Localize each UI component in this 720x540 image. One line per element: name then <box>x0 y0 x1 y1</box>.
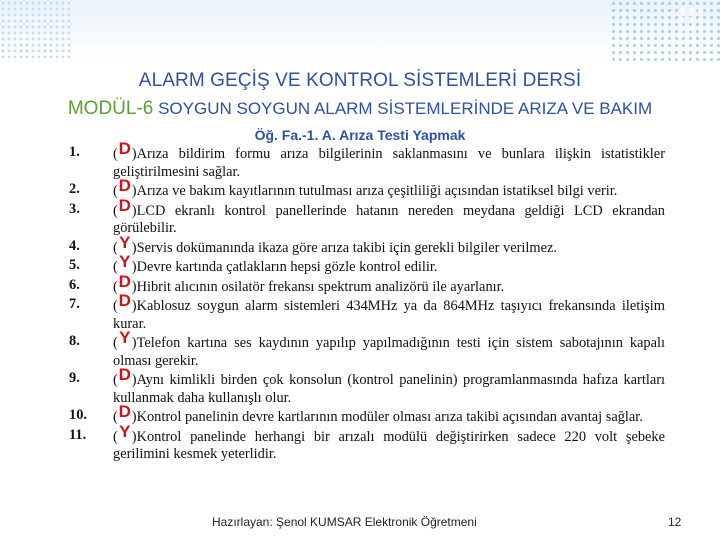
answer-mark: Y <box>119 421 131 441</box>
question-number: 10. <box>69 407 87 423</box>
question-body: (D)Arıza ve bakım kayıtlarının tutulması arıza çeşitliliği açısından istatiksel bilgi verir. <box>113 176 618 199</box>
question-text: LCD ekranlı kontrol panellerinde hatanın nereden meydana geldiği LCD ekrandan görülebilir. <box>113 202 665 236</box>
question-number: 2. <box>69 181 80 197</box>
module-name: SOYGUN SOYGUN ALARM SİSTEMLERİNDE ARIZA VE BAKIM <box>158 99 653 118</box>
question-number: 8. <box>69 333 80 349</box>
question-text: Kablosuz soygun alarm sistemleri 434MHz ya da 864MHz taşıyıcı frekansında iletişim kurar. <box>113 298 665 332</box>
module-prefix: MODÜL-6 <box>67 98 154 119</box>
answer-mark: D <box>118 139 131 158</box>
question-text: Servis dokümanında ikaza göre arıza takibi için gerekli bilgiler verilmez. <box>136 239 557 256</box>
author-footer: Hazırlayan: Şenol KUMSAR Elektronik Öğretmeni <box>212 515 477 529</box>
question-item <box>63 139 673 181</box>
question-number: 4. <box>69 237 80 254</box>
question-number: 3. <box>69 200 80 217</box>
answer-mark: Y <box>119 232 131 252</box>
question-text: Kontrol panelinde herhangi bir arızalı modülü değiştirirken sadece 220 volt şebeke gerilimini kesmek yeterlidir. <box>113 428 665 462</box>
question-item <box>63 291 673 333</box>
question-number: 6. <box>69 276 80 293</box>
question-item <box>63 421 673 464</box>
question-item <box>63 365 673 407</box>
question-body: (D)LCD ekranlı kontrol panellerinde hatanın nereden meydana geldiği LCD ekrandan görülebilir. <box>113 195 665 236</box>
question-body: (D)Hibrit alıcının osilatör frekansı spektrum analizörü ile ayarlanır. <box>113 271 505 295</box>
question-number: 5. <box>69 257 80 273</box>
answer-mark: Y <box>119 328 131 347</box>
question-body: (Y)Servis dokümanında ikaza göre arıza takibi için gerekli bilgiler verilmez. <box>113 232 557 256</box>
question-item <box>63 271 673 297</box>
question-number: 11. <box>69 426 87 443</box>
question-item <box>63 402 673 427</box>
question-body: (Y)Kontrol panelinde herhangi bir arızalı modülü değiştirirken sadece 220 volt şebeke gerilimini kesmek yeterlidir. <box>113 421 665 462</box>
question-item <box>63 176 673 201</box>
answer-mark: D <box>118 271 131 291</box>
question-text: Devre kartında çatlakların hepsi gözle kontrol edilir. <box>136 259 438 275</box>
decorative-dots-left <box>0 0 70 62</box>
page-subtitle: Öğ. Fa.-1. A. Arıza Testi Yapmak <box>254 127 466 143</box>
question-body: (Y)Devre kartında çatlakların hepsi gözle kontrol edilir. <box>113 252 438 275</box>
page-number: 12 <box>668 515 682 529</box>
answer-mark: D <box>118 176 131 195</box>
question-number: 7. <box>69 296 80 312</box>
question-text: Arıza ve bakım kayıtlarının tutulması arıza çeşitliliği açısından istatiksel bilgi verir. <box>136 183 618 199</box>
question-text: Hibrit alıcının osilatör frekansı spektrum analizörü ile ayarlanır. <box>136 278 505 295</box>
page-title: ALARM GEÇİŞ VE KONTROL SİSTEMLERİ DERSİ <box>138 70 582 91</box>
question-body: (D)Arıza bildirim formu arıza bilgilerinin saklanmasını ve bunlara ilişkin istatistikler geliştirilmesini sağlar. <box>113 139 665 180</box>
question-body: (Y)Telefon kartına ses kaydının yapılıp yapılmadığının testi için sistem sabotajının kapalı olması gerekir. <box>113 328 665 369</box>
answer-mark: D <box>118 195 131 215</box>
question-list <box>63 139 673 498</box>
answer-mark: Y <box>119 252 131 271</box>
question-number: 1. <box>69 144 80 160</box>
module-title <box>0 98 720 120</box>
answer-mark: D <box>118 365 131 384</box>
question-text: Kontrol panelinin devre kartlarının modüler olması arıza takibi açısından avantaj sağlar. <box>136 409 643 425</box>
question-body: (D)Kontrol panelinin devre kartlarının modüler olması arıza takibi açısından avantaj sağlar. <box>113 402 643 425</box>
decorative-dots-right <box>610 0 720 62</box>
question-item <box>63 195 673 238</box>
question-number: 9. <box>69 370 80 386</box>
question-item <box>63 232 673 258</box>
question-item <box>63 328 673 370</box>
question-body: (D)Kablosuz soygun alarm sistemleri 434MHz ya da 864MHz taşıyıcı frekansında iletişim kurar. <box>113 291 665 332</box>
question-text: Telefon kartına ses kaydının yapılıp yapılmadığının testi için sistem sabotajının kapalı olması gerekir. <box>113 335 665 369</box>
question-text: Arıza bildirim formu arıza bilgilerinin saklanmasını ve bunlara ilişkin istatistikler geliştirilmesini sağlar. <box>113 146 665 180</box>
answer-mark: D <box>118 402 131 421</box>
question-text: Aynı kimlikli birden çok konsolun (kontrol panelinin) programlanmasında hafıza kartları kullanmak daha kullanışlı olur. <box>113 372 665 406</box>
question-body: (D)Aynı kimlikli birden çok konsolun (kontrol panelinin) programlanmasında hafıza kartları kullanmak daha kullanışlı olur. <box>113 365 665 406</box>
answer-mark: D <box>118 291 131 310</box>
question-item <box>63 252 673 277</box>
